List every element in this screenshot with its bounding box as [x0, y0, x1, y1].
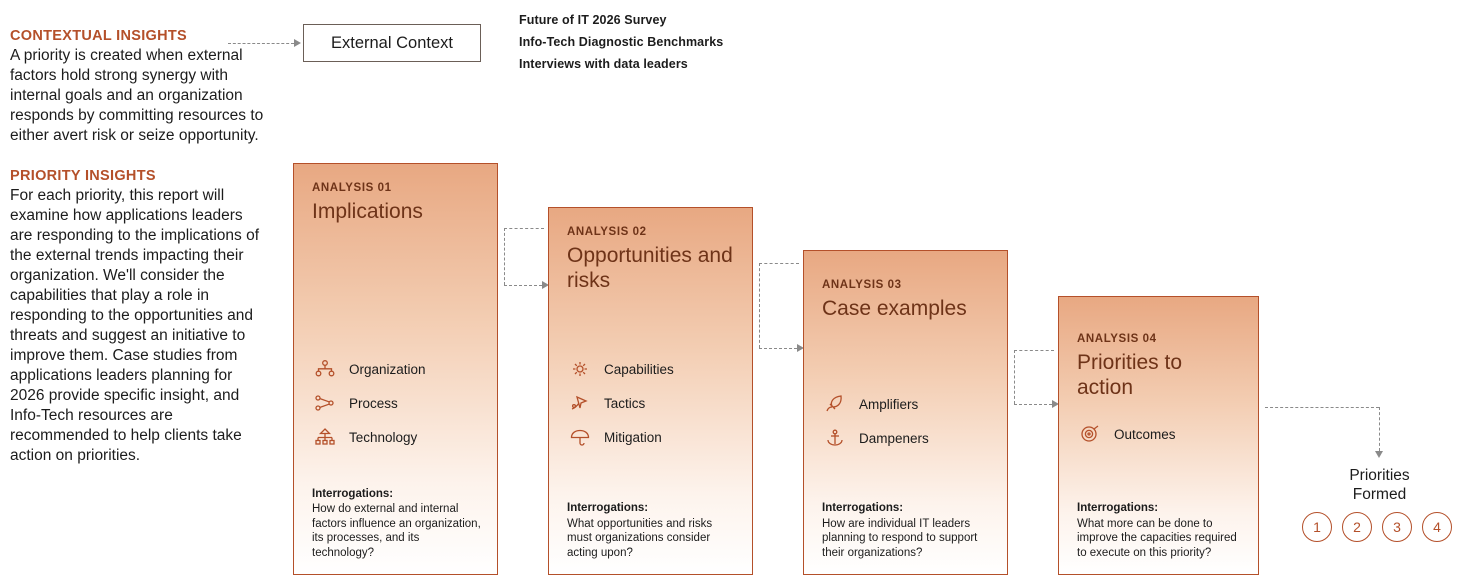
left-text-column [10, 28, 268, 466]
feature-process [312, 386, 483, 420]
external-context-box [303, 24, 481, 62]
arrow-insights-to-context [228, 43, 294, 44]
feature-mitigation [567, 420, 738, 454]
feature-list [1077, 417, 1244, 451]
feature-label: Capabilities [604, 361, 674, 377]
interrogations-label: Interrogations: [312, 487, 394, 500]
priority-circle: 4 [1422, 512, 1452, 542]
mitigation-icon [567, 426, 593, 448]
analysis-card-case-examples[interactable] [803, 250, 1008, 575]
feature-organization [312, 352, 483, 386]
organization-icon [312, 358, 338, 380]
interrogations-label: Interrogations: [822, 502, 904, 514]
feature-tactics [567, 386, 738, 420]
interrogations-label: Interrogations: [567, 502, 649, 514]
priority-circle: 3 [1382, 512, 1412, 542]
priority-insights-body: For each priority, this report will examine how applications leaders are responding to the implications of the external trends impacting their organization. We'll consider the capabilities that play a role in responding to the opportunities and threats and suggest an initiative to improve them. Case studies from applications leaders planning for 2026 provide specific insight, and Info-Tech resources are recommended to help clients take action on priorities. [10, 187, 260, 464]
priority-insights-section [10, 168, 268, 466]
interrogations-text: What more can be done to improve the capacities required to execute on this priority? [1077, 517, 1237, 559]
dampeners-icon [822, 427, 848, 449]
feature-label: Process [349, 395, 398, 411]
external-context-sources [519, 13, 849, 79]
feature-list [822, 387, 993, 455]
arrow-4-result-horizontal [1265, 407, 1379, 408]
card-interrogations [567, 501, 738, 560]
contextual-insights-body: A priority is created when external factors hold strong synergy with internal goals and an organization responds by committing resources to either avert risk or seize opportunity. [10, 47, 264, 144]
interrogations-text: What opportunities and risks must organizations consider acting upon? [567, 517, 713, 559]
arrow-4-result-head [1375, 451, 1383, 458]
priority-insights-heading: PRIORITY INSIGHTS [10, 168, 156, 184]
interrogations-label: Interrogations: [1077, 502, 1159, 514]
source-item: Info-Tech Diagnostic Benchmarks [519, 35, 724, 49]
feature-outcomes [1077, 417, 1244, 451]
priority-circle: 1 [1302, 512, 1332, 542]
card-title: Implications [312, 200, 423, 223]
arrow-3-4-top [1014, 350, 1054, 351]
card-kicker: ANALYSIS 04 [1077, 333, 1157, 345]
external-context-label: External Context [331, 33, 453, 52]
feature-label: Dampeners [859, 430, 929, 446]
arrow-insights-to-context-head [294, 39, 301, 47]
contextual-insights-section [10, 28, 268, 146]
card-kicker: ANALYSIS 02 [567, 226, 647, 238]
feature-label: Outcomes [1114, 426, 1176, 442]
analysis-card-implications[interactable] [293, 163, 498, 575]
card-title: Priorities to action [1077, 351, 1183, 399]
priority-number-circles [1302, 512, 1452, 542]
card-title: Opportunities and risks [567, 244, 733, 292]
feature-amplifiers [822, 387, 993, 421]
arrow-2-3-top [759, 263, 799, 264]
contextual-insights-heading: CONTEXTUAL INSIGHTS [10, 28, 188, 44]
feature-list [567, 352, 738, 454]
card-interrogations [1077, 501, 1244, 560]
technology-icon [312, 426, 338, 448]
source-item: Interviews with data leaders [519, 57, 688, 71]
feature-label: Mitigation [604, 429, 662, 445]
arrow-3-4-vertical [1014, 350, 1015, 404]
card-interrogations [822, 501, 993, 560]
feature-label: Organization [349, 361, 426, 377]
card-kicker: ANALYSIS 03 [822, 279, 902, 291]
arrow-3-4-bottom [1014, 404, 1052, 405]
source-item: Future of IT 2026 Survey [519, 13, 667, 27]
priorities-formed-label: Priorities Formed [1349, 467, 1410, 503]
arrow-2-3-bottom [759, 348, 797, 349]
tactics-icon [567, 392, 593, 414]
arrow-2-3-vertical [759, 263, 760, 348]
feature-dampeners [822, 421, 993, 455]
arrow-4-result-vertical [1379, 407, 1380, 451]
feature-capabilities [567, 352, 738, 386]
arrow-1-2-top [504, 228, 544, 229]
process-icon [312, 392, 338, 414]
capabilities-icon [567, 358, 593, 380]
outcomes-icon [1077, 423, 1103, 445]
arrow-1-2-vertical [504, 228, 505, 285]
arrow-1-2-bottom [504, 285, 542, 286]
feature-label: Technology [349, 429, 418, 445]
card-title: Case examples [822, 297, 967, 320]
feature-label: Tactics [604, 395, 646, 411]
feature-technology [312, 420, 483, 454]
card-kicker: ANALYSIS 01 [312, 182, 392, 194]
card-interrogations [312, 487, 483, 561]
feature-list [312, 352, 483, 454]
feature-label: Amplifiers [859, 396, 919, 412]
amplifiers-icon [822, 393, 848, 415]
section-spacer [10, 146, 268, 168]
priority-circle: 2 [1342, 512, 1372, 542]
interrogations-text: How do external and internal factors influence an organization, its processes, and its technology? [312, 503, 481, 559]
analysis-card-priorities-to-action[interactable] [1058, 296, 1259, 575]
interrogations-text: How are individual IT leaders planning to respond to support their organizations? [822, 517, 978, 559]
analysis-card-opportunities-and-risks[interactable] [548, 207, 753, 575]
